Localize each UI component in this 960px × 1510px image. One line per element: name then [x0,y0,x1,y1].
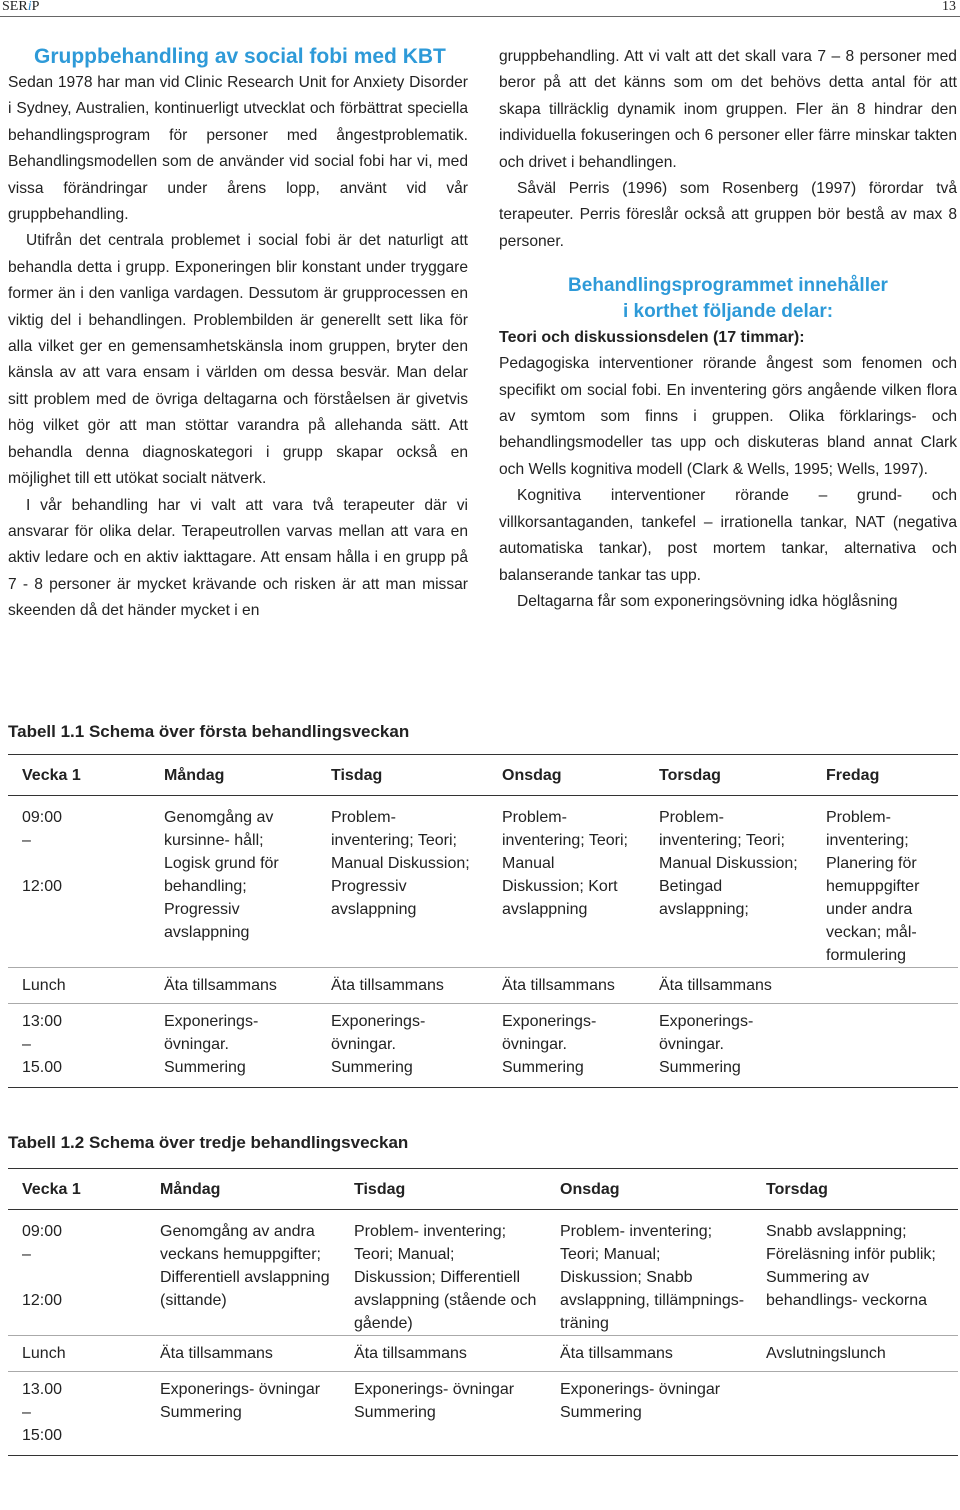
column-header: Måndag [146,1169,340,1210]
time-end: 12:00 [22,878,63,895]
right-paragraph-4: Kognitiva interventioner rörande – grund- och villkorsantaganden, tankefel – irrationella tankar, NAT (negativa automatiska tankar), post mortem tankar, alternativa och balanserande tankar tas upp. [499,487,957,584]
table-cell: Exponerings- övningar. Summering [488,1004,645,1088]
article-title: Gruppbehandling av social fobi med KBT [34,45,446,68]
table-header-row [8,755,958,796]
column-header: Torsdag [645,755,812,796]
time-cell [8,1004,150,1088]
right-paragraph-2: Såväl Perris (1996) som Rosenberg (1997) förordar två terapeuter. Perris föreslår också att gruppen bör bestå av max 8 personer. [499,180,957,250]
table-cell: Äta tillsammans [645,968,812,1004]
time-cell [8,1372,146,1456]
brand-part-a: SER [2,0,28,14]
lunch-label: Lunch [8,968,150,1004]
column-header: Torsdag [752,1169,958,1210]
time-cell [8,1210,146,1336]
column-header: Tisdag [317,755,488,796]
table-cell: Exponerings- övningar. Summering [317,1004,488,1088]
table-cell: Avslutningslunch [752,1336,958,1372]
table-cell: Problem- inventering; Teori; Manual Diskussion; Progressiv avslappning [331,809,470,918]
program-heading-line-1: Behandlingsprogrammet innehåller [568,275,888,297]
right-paragraph-1: gruppbehandling. Att vi valt att det skall vara 7 – 8 personer med beror på att det känns som om det behövs detta antal för att skapa tillräcklig dynamik inom gruppen. Fler än 8 hindrar den individuella fokuseringen och 6 personer eller färre minskar takten och drivet i behandlingen. [499,48,957,171]
table-header-row [8,1169,958,1210]
table-cell: Exponerings- övningar Summering [340,1372,546,1456]
column-header: Tisdag [340,1169,546,1210]
left-column [8,44,468,625]
time-dash: – [22,1036,31,1053]
page-header [0,0,960,17]
time-start: 09:00 [22,809,63,826]
table-row-afternoon [8,1004,958,1088]
program-heading-line-2: i korthet följande delar: [622,301,834,323]
column-header: Vecka 1 [8,755,150,796]
time-cell [8,796,150,968]
table-cell: Äta tillsammans [317,968,488,1004]
brand-part-b: P [31,0,40,14]
time-dash: – [22,832,31,849]
time-start: 13.00 [22,1381,63,1398]
right-paragraph-3: Pedagogiska interventioner rörande ångest som fenomen och specifikt om social fobi. En inventering görs angående vilken flora av symtom som finns i gruppen. Olika förklarings- och behandlingsmodeller tas upp och diskuteras bland annat Clark och Wells kognitiva modell (Clark & Wells, 1995; Wells, 1997). [499,355,957,478]
page-number: 13 [942,0,956,14]
table-cell: Äta tillsammans [150,968,317,1004]
time-dash: – [22,1404,31,1421]
table-row-morning [8,796,958,968]
time-start: 13:00 [22,1013,63,1030]
theory-subheading: Teori och diskussionsdelen (17 timmar): [499,329,805,347]
column-header: Fredag [812,755,958,796]
table-cell: Problem- inventering; Teori; Manual Diskussion; Kort avslappning [502,809,628,918]
time-end: 12:00 [22,1292,63,1309]
table-cell: Problem- inventering; Planering för hemuppgifter under andra veckan; mål- formulering [826,809,920,964]
table-2-caption: Tabell 1.2 Schema över tredje behandlingsveckan [8,1133,409,1152]
table-cell [752,1372,958,1456]
schedule-table-week-1 [8,754,958,1088]
table-cell [812,1004,958,1088]
table-row-morning [8,1210,958,1336]
table-row-lunch [8,968,958,1004]
table-cell: Exponerings- övningar. Summering [150,1004,317,1088]
table-cell: Exponerings- övningar. Summering [645,1004,812,1088]
program-heading [499,273,957,325]
table-cell: Genomgång av andra veckans hemuppgifter; Differentiell avslappning (sittande) [160,1223,330,1309]
lunch-label: Lunch [8,1336,146,1372]
time-end: 15.00 [22,1059,63,1076]
table-cell: Snabb avslappning; Föreläsning inför publik; Summering av behandlings- veckorna [766,1223,936,1309]
table-row-afternoon [8,1372,958,1456]
column-header: Onsdag [546,1169,752,1210]
table-cell [812,968,958,1004]
right-paragraph-5: Deltagarna får som exponeringsövning idka höglåsning [517,592,898,610]
table-cell: Exponerings- övningar Summering [146,1372,340,1456]
table-cell: Äta tillsammans [546,1336,752,1372]
brand-part-i: i [27,0,32,14]
table-cell: Äta tillsammans [146,1336,340,1372]
table-cell: Äta tillsammans [340,1336,546,1372]
left-paragraph-1: Sedan 1978 har man vid Clinic Research Unit for Anxiety Disorder i Sydney, Australien, kontinuerligt utvecklat och förbättrat speciella behandlingsprogram för personer med ångestproblematik. Behandlingsmodellen som de använder vid social fobi har vi, med vissa förändringar under årens lopp, använt vid vår gruppbehandling. [8,74,468,224]
table-cell: Problem- inventering; Teori; Manual; Diskussion; Differentiell avslappning (stående och gående) [354,1223,537,1332]
table-row-lunch [8,1336,958,1372]
right-column [499,44,957,615]
time-end: 15:00 [22,1427,63,1444]
table-cell: Äta tillsammans [488,968,645,1004]
time-start: 09:00 [22,1223,63,1240]
column-header: Måndag [150,755,317,796]
table-cell: Problem- inventering; Teori; Manual Diskussion; Betingad avslappning; [659,809,798,918]
table-1-caption: Tabell 1.1 Schema över första behandlingsveckan [8,722,410,741]
column-header: Onsdag [488,755,645,796]
schedule-table-week-3 [8,1168,958,1456]
column-header: Vecka 1 [8,1169,146,1210]
time-dash: – [22,1246,31,1263]
left-paragraph-2: Utifrån det centrala problemet i social fobi är det naturligt att behandla detta i grupp. Exponeringen blir konstant under tryggare former än i den vanliga vardagen. Dessutom är grupprocessen en viktig del i behandlingen. Problembilden är generellt sett lika för alla vilket ger en gemensamhetskänsla inom gruppen, bryter den känsla av att vara ensam i världen om dessa besvär. Man delar sitt problem med de övriga deltagarna och förståelsen är givetvis hög vilket gör att man stöttar varandra på allehanda sätt. Att behandla denna diagnoskategori i grupp skapar också en möjlighet till ett utökat socialt nätverk. [8,232,468,488]
table-cell: Problem- inventering; Teori; Manual; Diskussion; Snabb avslappning, tillämpnings-träning [560,1223,745,1332]
table-cell: Exponerings- övningar Summering [546,1372,752,1456]
left-paragraph-3: I vår behandling har vi valt att vara två terapeuter där vi ansvarar för olika delar. Terapeutrollen varvas mellan att vara en aktiv ledare och en aktiv iakttagare. Att ensam hålla i en grupp på 7 - 8 personer är mycket krävande och risken är att man missar skeenden då det händer mycket i en [8,496,468,620]
table-cell: Genomgång av kursinne- håll; Logisk grund för behandling; Progressiv avslappning [164,809,279,941]
brand-logo [2,0,39,15]
